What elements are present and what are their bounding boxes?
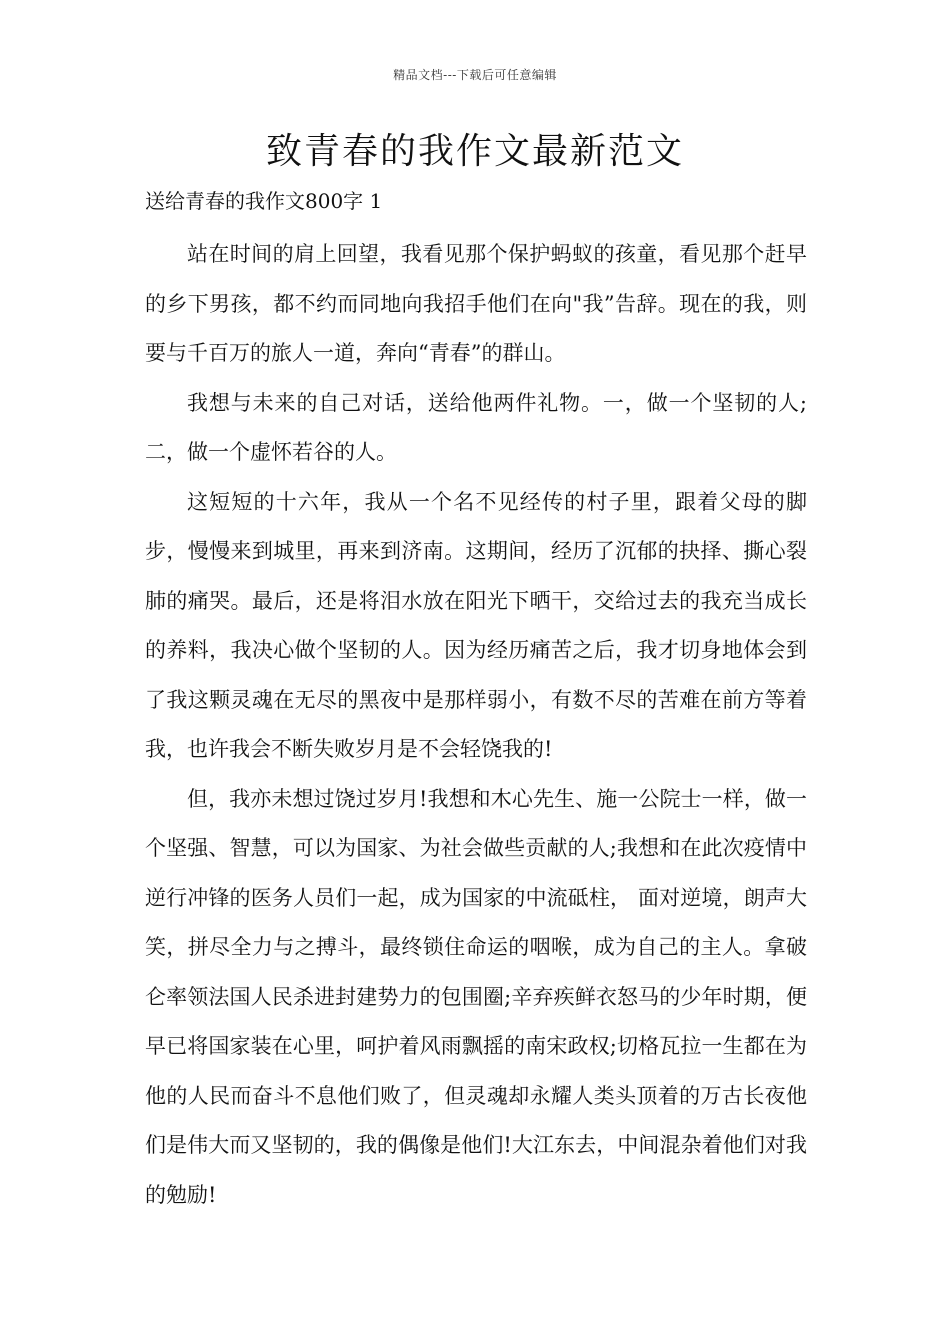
document-subtitle: 送给青春的我作文800字 1 — [145, 189, 383, 213]
header-note: 精品文档---下载后可任意编辑 — [393, 68, 557, 82]
paragraph-3: 这短短的十六年，我从一个名不见经传的村子里，跟着父母的脚步，慢慢来到城里，再来到济南。这期间，经历了沉郁的抉择、撕心裂肺的痛哭。最后，还是将泪水放在阳光下晒干，交给过去的我充当成长的养料，我决心做个坚韧的人。因为经历痛苦之后，我才切身地体会到了我这颗灵魂在无尽的黑夜中是那样弱小，有数不尽的苦难在前方等着我，也许我会不断失败岁月是不会轻饶我的! — [145, 489, 807, 761]
paragraph-4: 但，我亦未想过饶过岁月!我想和木心先生、施一公院士一样，做一个坚强、智慧，可以为国家、为社会做些贡献的人;我想和在此次疫情中逆行冲锋的医务人员们一起，成为国家的中流砥柱， 面对逆境，朗声大笑，拼尽全力与之搏斗，最终锁住命运的咽喉，成为自己的主人。拿破仑率领法国人民杀进封建势力的包围圈;辛弃疾鲜衣怒马的少年时期，便早已将国家装在心里，呵护着风雨飘摇的南宋政权;切格瓦拉一生都在为他的人民而奋斗不息他们败了，但灵魂却永耀人类头顶着的万古长夜他们是伟大而又坚韧的，我的偶像是他们!大江东去，中间混杂着他们对我的勉励! — [145, 786, 807, 1207]
document-title: 致青春的我作文最新范文 — [265, 131, 684, 172]
document-body — [145, 230, 807, 1220]
paragraph-2: 我想与未来的自己对话，送给他两件礼物。一，做一个坚韧的人;二，做一个虚怀若谷的人。 — [145, 390, 807, 464]
paragraph-1: 站在时间的肩上回望，我看见那个保护蚂蚁的孩童，看见那个赶早的乡下男孩，都不约而同地向我招手他们在向"我”告辞。现在的我，则要与千百万的旅人一道，奔向“青春”的群山。 — [145, 242, 807, 365]
